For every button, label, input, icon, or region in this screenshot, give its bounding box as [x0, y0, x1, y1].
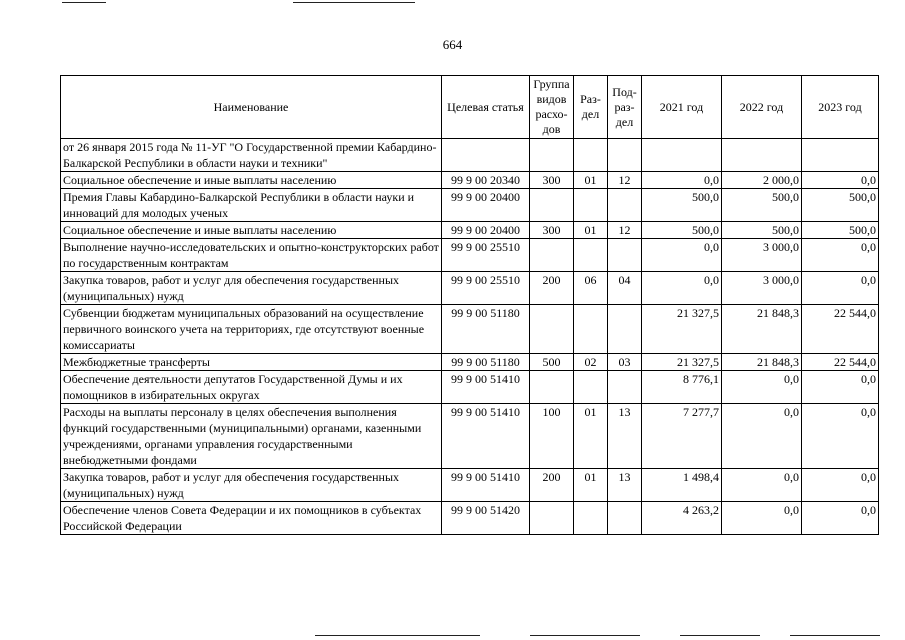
cell-subsection [608, 371, 642, 404]
table-row [61, 305, 879, 354]
cell-subsection [608, 239, 642, 272]
cell-2023: 500,0 [802, 222, 879, 239]
cell-2022: 21 848,3 [722, 305, 802, 354]
cell-name: Субвенции бюджетам муниципальных образований на осуществление первичного воинского учета на территориях, где отсутствуют военные комиссариаты [61, 305, 442, 354]
header-year-2023: 2023 год [802, 76, 879, 139]
cell-expense-group [530, 239, 574, 272]
cell-2021 [642, 139, 722, 172]
cell-subsection [608, 139, 642, 172]
table-body [61, 139, 879, 535]
table-row [61, 222, 879, 239]
cell-target-article: 99 9 00 25510 [442, 272, 530, 305]
table-row [61, 404, 879, 469]
cell-expense-group: 200 [530, 469, 574, 502]
page-number: 664 [442, 37, 463, 52]
cell-subsection: 04 [608, 272, 642, 305]
cell-section [574, 502, 608, 535]
cell-target-article: 99 9 00 51410 [442, 469, 530, 502]
cell-2021: 0,0 [642, 239, 722, 272]
cell-2023: 0,0 [802, 371, 879, 404]
cell-section [574, 371, 608, 404]
cell-name: Закупка товаров, работ и услуг для обеспечения государственных (муниципальных) нужд [61, 469, 442, 502]
cell-target-article: 99 9 00 51410 [442, 371, 530, 404]
cell-section [574, 189, 608, 222]
cell-target-article: 99 9 00 51420 [442, 502, 530, 535]
cell-subsection: 03 [608, 354, 642, 371]
cell-subsection [608, 502, 642, 535]
table-row [61, 354, 879, 371]
cell-subsection: 12 [608, 222, 642, 239]
cell-2023: 0,0 [802, 239, 879, 272]
cell-2021: 500,0 [642, 222, 722, 239]
cell-2023: 0,0 [802, 172, 879, 189]
cell-target-article: 99 9 00 20400 [442, 222, 530, 239]
header-year-2022: 2022 год [722, 76, 802, 139]
header-expense-group: Группа видов расхо-дов [530, 76, 574, 139]
cell-subsection [608, 189, 642, 222]
cell-name: Закупка товаров, работ и услуг для обеспечения государственных (муниципальных) нужд [61, 272, 442, 305]
cell-expense-group: 500 [530, 354, 574, 371]
cell-target-article: 99 9 00 20400 [442, 189, 530, 222]
cell-name: Премия Главы Кабардино-Балкарской Республики в области науки и инноваций для молодых ученых [61, 189, 442, 222]
header-subsection: Под-раз-дел [608, 76, 642, 139]
cell-target-article: 99 9 00 20340 [442, 172, 530, 189]
cell-section: 01 [574, 404, 608, 469]
cell-2023: 22 544,0 [802, 354, 879, 371]
cell-section: 01 [574, 172, 608, 189]
cell-2022: 0,0 [722, 404, 802, 469]
cell-section [574, 305, 608, 354]
cell-target-article: 99 9 00 51180 [442, 305, 530, 354]
cell-2022: 21 848,3 [722, 354, 802, 371]
cell-section: 01 [574, 222, 608, 239]
cell-2023: 0,0 [802, 404, 879, 469]
cell-name: Межбюджетные трансферты [61, 354, 442, 371]
cell-2023: 22 544,0 [802, 305, 879, 354]
cell-name: от 26 января 2015 года № 11-УГ "О Государственной премии Кабардино-Балкарской Республики в области науки и техники" [61, 139, 442, 172]
cell-2021: 7 277,7 [642, 404, 722, 469]
cell-section: 06 [574, 272, 608, 305]
cell-2022: 2 000,0 [722, 172, 802, 189]
cell-expense-group [530, 305, 574, 354]
cell-subsection: 13 [608, 469, 642, 502]
cell-section: 02 [574, 354, 608, 371]
table-row [61, 469, 879, 502]
cell-2021: 21 327,5 [642, 305, 722, 354]
cell-expense-group: 300 [530, 222, 574, 239]
cell-2023 [802, 139, 879, 172]
cell-2021: 1 498,4 [642, 469, 722, 502]
cell-section [574, 139, 608, 172]
cell-2023: 0,0 [802, 502, 879, 535]
cell-2022: 500,0 [722, 189, 802, 222]
cell-2022: 3 000,0 [722, 272, 802, 305]
header-target-article: Целевая статья [442, 76, 530, 139]
cell-target-article [442, 139, 530, 172]
scan-artifact-line [315, 635, 480, 636]
scan-artifact-line [62, 2, 106, 3]
header-year-2021: 2021 год [642, 76, 722, 139]
table-row [61, 272, 879, 305]
table-header-row [61, 76, 879, 139]
scan-artifact-line [680, 635, 760, 636]
header-section: Раз-дел [574, 76, 608, 139]
table-row [61, 239, 879, 272]
table-row [61, 189, 879, 222]
cell-2022 [722, 139, 802, 172]
cell-expense-group: 100 [530, 404, 574, 469]
table-row [61, 371, 879, 404]
table-row [61, 172, 879, 189]
cell-expense-group: 200 [530, 272, 574, 305]
cell-target-article: 99 9 00 25510 [442, 239, 530, 272]
cell-section [574, 239, 608, 272]
scan-artifact-line [293, 2, 415, 3]
cell-2022: 0,0 [722, 371, 802, 404]
cell-2022: 0,0 [722, 502, 802, 535]
cell-section: 01 [574, 469, 608, 502]
cell-2022: 3 000,0 [722, 239, 802, 272]
scan-artifact-line [530, 635, 640, 636]
table-row [61, 139, 879, 172]
cell-expense-group [530, 502, 574, 535]
cell-expense-group [530, 139, 574, 172]
cell-expense-group [530, 189, 574, 222]
cell-expense-group [530, 371, 574, 404]
cell-subsection: 13 [608, 404, 642, 469]
cell-2023: 0,0 [802, 272, 879, 305]
table-row [61, 502, 879, 535]
cell-name: Социальное обеспечение и иные выплаты населению [61, 222, 442, 239]
cell-2021: 21 327,5 [642, 354, 722, 371]
header-name: Наименование [61, 76, 442, 139]
cell-2023: 0,0 [802, 469, 879, 502]
cell-2021: 0,0 [642, 172, 722, 189]
cell-name: Обеспечение членов Совета Федерации и их помощников в субъектах Российской Федерации [61, 502, 442, 535]
cell-name: Социальное обеспечение и иные выплаты населению [61, 172, 442, 189]
scan-artifact-line [790, 635, 880, 636]
cell-name: Расходы на выплаты персоналу в целях обеспечения выполнения функций государственными (муниципальными) органами, казенными учреждениями, органами управления государственными внебюджетными фондами [61, 404, 442, 469]
cell-target-article: 99 9 00 51180 [442, 354, 530, 371]
cell-2023: 500,0 [802, 189, 879, 222]
cell-2021: 0,0 [642, 272, 722, 305]
cell-subsection [608, 305, 642, 354]
budget-table [60, 75, 879, 535]
cell-2022: 500,0 [722, 222, 802, 239]
cell-subsection: 12 [608, 172, 642, 189]
cell-target-article: 99 9 00 51410 [442, 404, 530, 469]
cell-expense-group: 300 [530, 172, 574, 189]
cell-2021: 4 263,2 [642, 502, 722, 535]
cell-2022: 0,0 [722, 469, 802, 502]
cell-name: Обеспечение деятельности депутатов Государственной Думы и их помощников в избирательных округах [61, 371, 442, 404]
cell-name: Выполнение научно-исследовательских и опытно-конструкторских работ по государственным контрактам [61, 239, 442, 272]
cell-2021: 500,0 [642, 189, 722, 222]
cell-2021: 8 776,1 [642, 371, 722, 404]
